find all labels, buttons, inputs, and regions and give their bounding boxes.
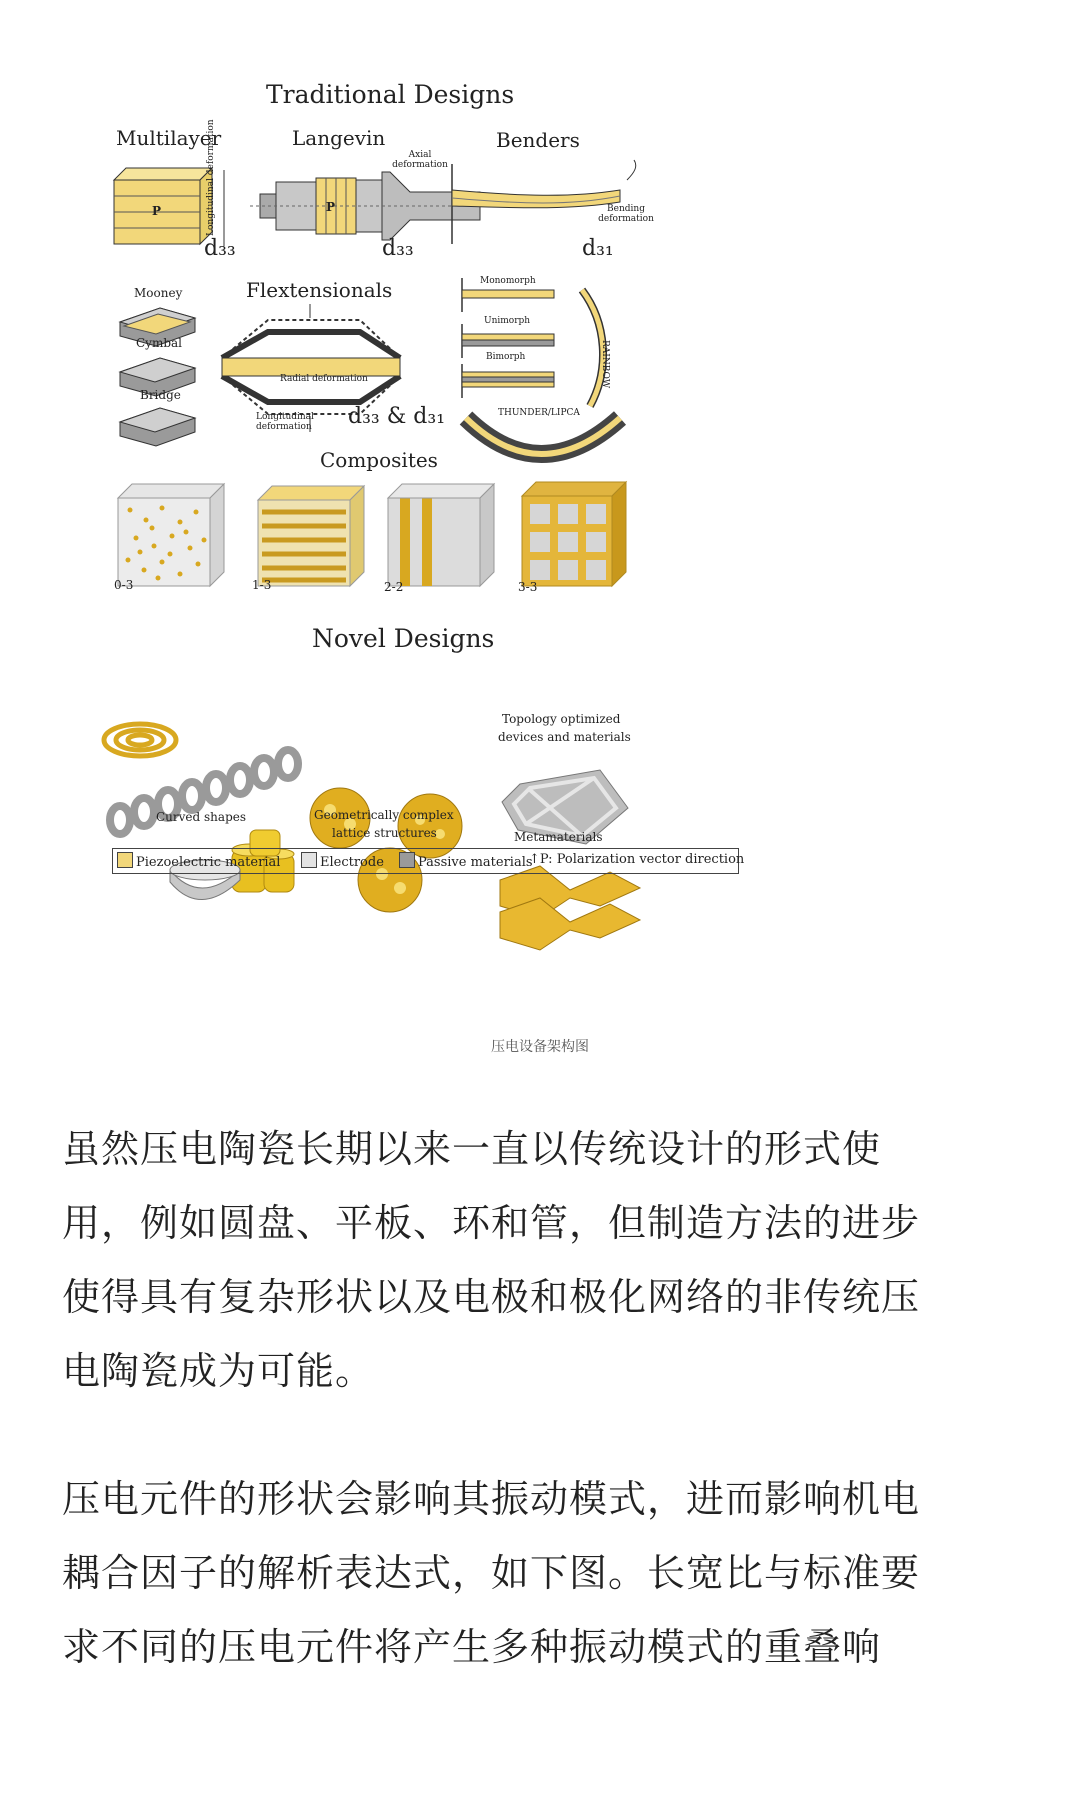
label-p-langevin: P: [326, 200, 336, 214]
label-bimorph: Bimorph: [486, 352, 526, 362]
label-composite-0-3: 0-3: [114, 578, 134, 592]
label-axial-deformation: Axial deformation: [392, 150, 448, 170]
label-composite-1-3: 1-3: [252, 578, 272, 592]
label-multilayer: Multilayer: [116, 126, 222, 150]
label-longitudinal-deformation: Longitudinal deformation: [206, 119, 216, 236]
piezo-architecture-figure: [100, 60, 760, 1000]
label-bridge: Bridge: [140, 388, 181, 402]
figure-caption: 压电设备架构图: [491, 1039, 589, 1055]
label-topology-1: Topology optimized: [502, 712, 621, 726]
label-thunder-lipca: THUNDER/LIPCA: [498, 408, 580, 418]
label-radial-deformation: Radial deformation: [280, 374, 368, 384]
label-d33-multilayer: d₃₃: [204, 236, 236, 261]
title-composites: Composites: [320, 448, 438, 472]
label-composite-2-2: 2-2: [384, 580, 404, 594]
legend-passive-swatch: [399, 852, 415, 868]
paragraph-1-line-4: 电陶瓷成为可能。: [62, 1349, 375, 1393]
label-bending-deformation: Bending deformation: [598, 204, 654, 224]
label-p-multilayer: P: [152, 204, 162, 218]
figure-legend: [112, 848, 745, 874]
label-longitudinal-deformation-2: Longitudinal deformation: [256, 412, 314, 432]
composite-0-3: [118, 484, 224, 586]
label-mooney: Mooney: [134, 286, 183, 300]
metamaterial: [500, 866, 640, 950]
legend-piezo: Piezoelectric material: [117, 852, 280, 870]
composite-1-3: [258, 486, 364, 586]
label-d33-d31: d₃₃ & d₃₁: [348, 404, 446, 429]
title-novel-designs: Novel Designs: [312, 624, 495, 653]
legend-electrode-swatch: [301, 852, 317, 868]
bender-illustration: [452, 160, 636, 244]
label-langevin: Langevin: [292, 126, 386, 150]
label-monomorph: Monomorph: [480, 276, 536, 286]
paragraph-1-line-2: 用，例如圆盘、平板、环和管，但制造方法的进步: [62, 1201, 921, 1245]
paragraph-1: [62, 1112, 1022, 1408]
langevin-illustration: [250, 172, 480, 240]
label-d33-langevin: d₃₃: [382, 236, 414, 261]
label-metamaterials: Metamaterials: [514, 830, 603, 844]
label-d31-benders: d₃₁: [582, 236, 614, 261]
legend-polarization: ↑P: Polarization vector direction: [529, 852, 745, 867]
label-rainbow: RAINBOW: [600, 340, 610, 389]
paragraph-2-line-1: 压电元件的形状会影响其振动模式，进而影响机电: [62, 1477, 921, 1521]
label-flextensionals: Flextensionals: [246, 278, 393, 302]
legend-passive: Passive materials: [399, 852, 533, 870]
label-topology-2: devices and materials: [498, 730, 631, 744]
label-composite-3-3: 3-3: [518, 580, 538, 594]
flextensional-small-illustrations: [120, 308, 195, 446]
paragraph-2: [62, 1462, 1022, 1684]
morph-illustrations: [462, 278, 620, 454]
label-lattice-2: lattice structures: [332, 826, 437, 840]
label-lattice-1: Geometrically complex: [314, 808, 454, 822]
label-benders: Benders: [496, 128, 580, 152]
label-curved-shapes: Curved shapes: [156, 810, 247, 824]
paragraph-2-line-2: 耦合因子的解析表达式，如下图。长宽比与标准要: [62, 1551, 921, 1595]
label-cymbal: Cymbal: [136, 336, 183, 350]
composite-2-2: [388, 484, 494, 586]
composites-illustrations: [118, 482, 626, 586]
legend-electrode: Electrode: [301, 852, 384, 870]
label-unimorph: Unimorph: [484, 316, 531, 326]
paragraph-2-line-3: 求不同的压电元件将产生多种振动模式的重叠响: [62, 1625, 882, 1669]
spiral: [104, 724, 176, 756]
paragraph-1-line-3: 使得具有复杂形状以及电极和极化网络的非传统压: [62, 1275, 921, 1319]
paragraph-1-line-1: 虽然压电陶瓷长期以来一直以传统设计的形式使: [62, 1127, 882, 1171]
title-traditional-designs: Traditional Designs: [266, 80, 515, 109]
composite-3-3: [522, 482, 626, 586]
legend-piezo-swatch: [117, 852, 133, 868]
